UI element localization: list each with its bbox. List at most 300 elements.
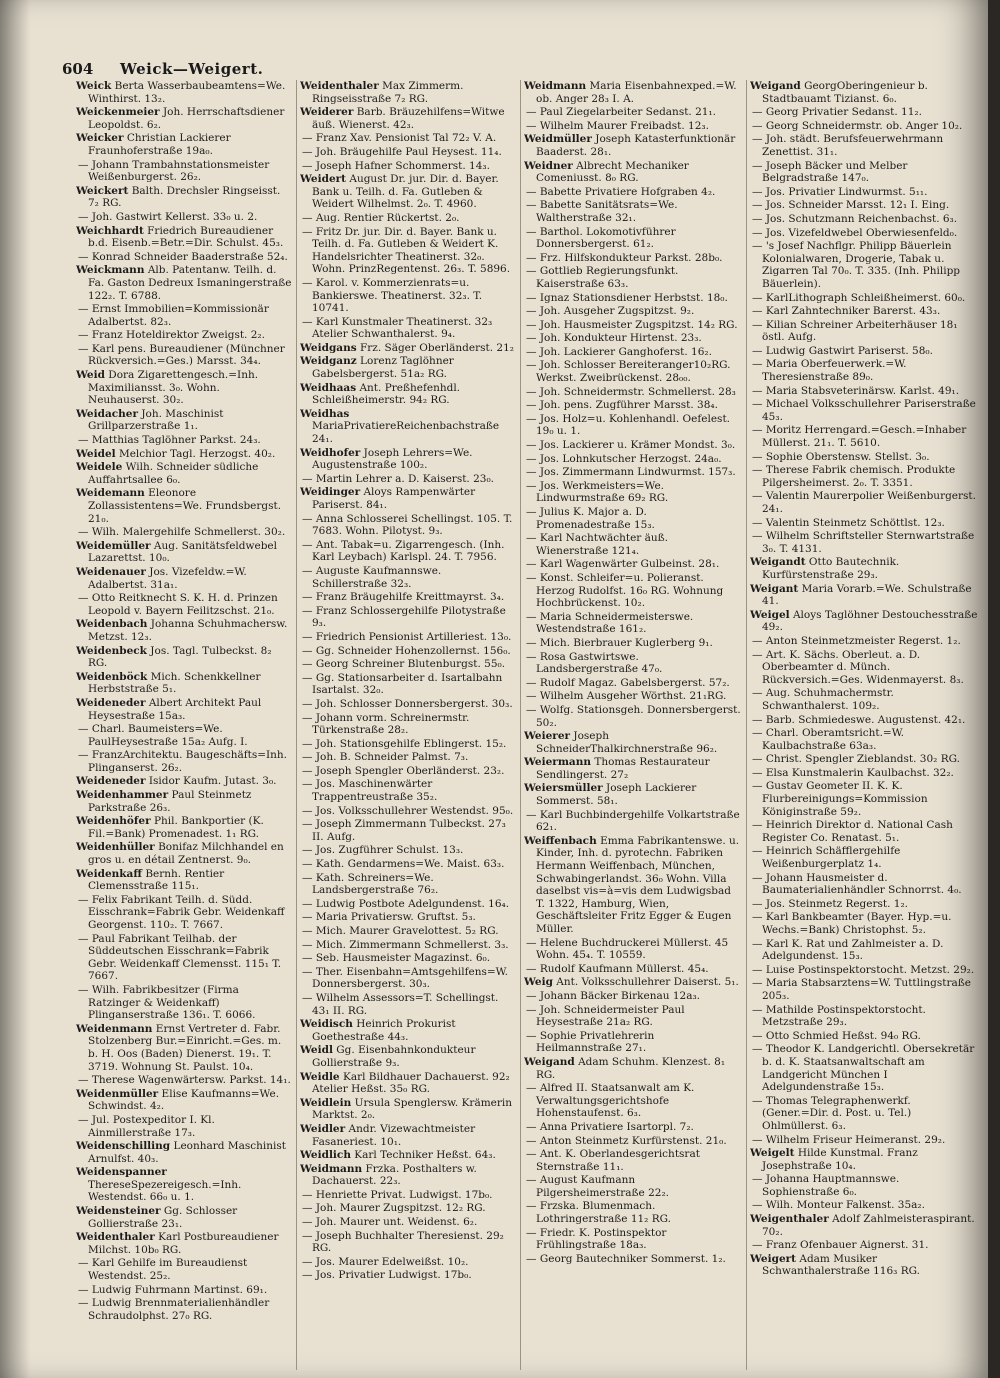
directory-entry <box>300 1256 518 1269</box>
directory-entry <box>76 789 294 814</box>
directory-entry <box>300 872 518 897</box>
entry-surname: Weidenspanner <box>76 1166 167 1179</box>
directory-entry <box>524 809 742 834</box>
entry-details: Berta Wasserbaubeamtens=We. Winthirst. 13₂. <box>88 80 286 105</box>
entry-surname: Weidlich <box>300 1149 351 1162</box>
entry-details: — Franz Xav. Pensionist Tal 72₂ V. A. <box>302 132 497 145</box>
entry-details: — Wilh. Malergehilfe Schmellerst. 30₂. <box>78 526 286 539</box>
entry-details: — Georg Privatier Sedanst. 11₂. <box>752 106 922 119</box>
directory-entry <box>76 132 294 157</box>
entry-details: August Dr. jur. Dir. d. Bayer. Bank u. Teilh. d. Fa. Gutleben & Weidert Wilhelmst. 2₀. T. 4960. <box>312 173 499 211</box>
directory-entry <box>300 277 518 315</box>
entry-details: — Maria Oberfeuerwerk.=W. Theresienstraße 89₀. <box>752 358 907 384</box>
entry-details: — Karl Bankbeamter (Bayer. Hyp.=u. Wechs.=Bank) Christophst. 5₂. <box>752 911 952 936</box>
directory-entry <box>750 727 980 752</box>
entry-details: — Joh. Schlosser Bereiteranger10₂RG. Werkst. Zweibrückenst. 28₀₀. <box>526 359 731 385</box>
entry-details: — Karl Nachtwächter äuß. Wienerstraße 121₄. <box>526 532 669 557</box>
directory-entry <box>76 933 294 983</box>
entry-details: Phil. Bankportier (K. Fil.=Bank) Promenadest. 1₁ RG. <box>88 815 264 840</box>
entry-details: — KarlLithograph Schleißheimerst. 60₀. <box>752 291 966 304</box>
directory-entry <box>76 984 294 1022</box>
directory-entry <box>524 346 742 359</box>
entry-details: — Anna Schlosserei Schellingst. 105. T. 7683. Wohn. Pilotyst. 9₃. <box>302 512 513 538</box>
entry-details: — Johann vorm. Schreinermstr. Türkenstraße 28₂. <box>302 711 470 737</box>
entry-details: — Joh. Stationsgehilfe Eblingerst. 15₂. <box>302 737 507 750</box>
entry-details: — Babette Privatiere Hofgraben 4₂. <box>526 185 716 198</box>
entry-details: Balth. Drechsler Ringseisst. 7₂ RG. <box>88 184 281 210</box>
directory-entry <box>300 591 518 604</box>
entry-surname: Weidenschilling <box>76 1140 171 1153</box>
directory-entry <box>524 80 742 105</box>
directory-entry <box>76 225 294 250</box>
directory-entry <box>300 1163 518 1188</box>
directory-entry <box>76 749 294 774</box>
entry-details: — Kath. Schreiners=We. Landsbergerstraße 76₂. <box>302 871 439 897</box>
entry-details: — Jos. Maurer Edelweißst. 10₂. <box>302 1255 469 1268</box>
entry-details: — 's Josef Nachflgr. Philipp Bäuerlein Kolonialwaren, Drogerie, Tabak u. Zigarren Tal 70₀. T. 335. (Inh. Philipp Bäuerlein). <box>752 240 961 290</box>
directory-entry <box>750 1030 980 1043</box>
directory-entry <box>76 1088 294 1113</box>
entry-details: — Joseph Bäcker und Melber Belgradstraße 147₀. <box>752 159 908 185</box>
directory-entry <box>524 976 742 989</box>
entry-surname: Weidmann <box>300 1162 363 1175</box>
entry-details: — Jos. Zimmermann Lindwurmst. 157₃. <box>526 466 736 479</box>
directory-entry <box>750 964 980 977</box>
entry-details: — Joh. Bräugehilfe Paul Heysest. 11₄. <box>302 145 502 158</box>
entry-surname: Weidle <box>300 1070 340 1083</box>
entry-details: Thomas Restaurateur Sendlingerst. 27₂ <box>536 756 710 781</box>
directory-entry <box>750 1239 980 1252</box>
directory-entry <box>300 939 518 952</box>
directory-entry <box>750 1134 980 1147</box>
directory-entry <box>76 80 294 105</box>
entry-details: — Art. K. Sächs. Oberleut. a. D. Oberbeamter d. Münch. Rückversich.=Ges. Widenmayerst. 8₃. <box>752 648 964 686</box>
directory-entry <box>300 473 518 486</box>
directory-entry <box>750 358 980 383</box>
entry-details: Albrecht Mechaniker Comeniusst. 8₀ RG. <box>536 159 689 185</box>
entry-details: — Konst. Schleifer=u. Polieranst. Herzog Rudolfst. 16₀ RG. Wohnung Hochbrückenst. 10₂. <box>526 571 724 610</box>
directory-entry <box>524 133 742 158</box>
directory-entry <box>524 651 742 676</box>
entry-details: — Ludwig Postbote Adelgundenst. 16₄. <box>302 897 510 910</box>
entry-details: — Karl pens. Bureaudiener (Münchner Rückversich.=Ges.) Marsst. 34₄. <box>78 342 285 368</box>
entry-details: Joh. Herrschaftsdiener Leopoldst. 6₂. <box>88 106 285 131</box>
entry-details: — Johann Hausmeister d. Baumaterialienhändler Schnorrst. 4₀. <box>752 871 962 897</box>
entry-details: — Christ. Spengler Zieblandst. 30₂ RG. <box>752 753 960 766</box>
entry-details: — Ant. Tabak=u. Zigarrengesch. (Inh. Karl Leybach) Karlspl. 24. T. 7956. <box>302 538 505 564</box>
directory-entry <box>300 408 518 446</box>
entry-details: — Gustav Geometer II. K. K. Flurbereinigungs=Kommission Königinstraße 59₂. <box>752 780 928 818</box>
directory-entry <box>750 649 980 687</box>
entry-details: Alb. Patentanw. Teilh. d. Fa. Gaston Dedreux Ismaningerstraße 122₂. T. 6788. <box>88 264 292 302</box>
directory-entry <box>524 756 742 781</box>
directory-entry <box>300 382 518 407</box>
entry-details: — Joh. Schneidermeister Paul Heysestraße 21a₂ RG. <box>526 1003 685 1029</box>
directory-entry <box>300 565 518 590</box>
entry-details: Maria Vorarb.=We. Schulstraße 41. <box>762 582 972 608</box>
directory-entry <box>524 399 742 412</box>
entry-details: — Ludwig Gastwirt Pariserst. 58₀. <box>752 344 933 357</box>
directory-entry <box>76 566 294 591</box>
entry-details: — August Kaufmann Pilgersheimerstraße 22₂. <box>526 1174 670 1199</box>
entry-details: — Joh. städt. Berufsfeuerwehrmann Zenettist. 31₁. <box>752 133 944 158</box>
entry-details: — Jos. Steinmetz Regerst. 1₂. <box>752 897 909 910</box>
directory-entry <box>76 697 294 722</box>
directory-entry <box>524 1121 742 1134</box>
entry-details: Karl Techniker Heßst. 64₃. <box>354 1149 496 1162</box>
directory-entry <box>524 305 742 318</box>
entry-details: — Joh. Schneidermstr. Schmellerst. 28₃ <box>526 385 736 398</box>
entry-surname: Weidenbeck <box>76 644 147 657</box>
directory-entry <box>76 1140 294 1165</box>
directory-entry <box>76 264 294 302</box>
directory-entry <box>524 677 742 690</box>
entry-details: — Joh. Gastwirt Kellerst. 33₀ u. 2. <box>78 210 258 223</box>
entry-details: Jos. Tagl. Tulbeckst. 8₂ RG. <box>88 644 272 670</box>
directory-entry <box>300 226 518 276</box>
directory-entry <box>76 618 294 643</box>
entry-details: — Luise Postinspektorstocht. Metzst. 29₂. <box>752 963 975 976</box>
entry-details: — Maria Privatiersw. Gruftst. 5₃. <box>302 911 476 924</box>
directory-entry <box>524 265 742 290</box>
directory-entry <box>524 319 742 332</box>
entry-surname: Weiffenbach <box>524 834 597 847</box>
entry-details: — Jos. Lackierer u. Krämer Mondst. 3₀. <box>526 439 736 452</box>
directory-entry <box>300 645 518 658</box>
entry-details: Dora Zigarettengesch.=Inh. Maximiliansst. 3₀. Wohn. Neuhauserst. 30₂. <box>88 369 259 407</box>
directory-entry <box>300 1269 518 1282</box>
directory-entry <box>300 858 518 871</box>
directory-entry <box>524 611 742 636</box>
entry-details: — Wilh. Fabrikbesitzer (Firma Ratzinger & Weidenkaff) Plinganserstraße 136₁. T. 6066. <box>78 983 256 1022</box>
entry-surname: Weid <box>76 369 105 382</box>
entry-details: Ursula Spenglersw. Krämerin Marktst. 2₀. <box>312 1096 513 1122</box>
entry-details: Joseph SchneiderThalkirchnerstraße 96₂. <box>536 730 718 755</box>
entry-details: Christian Lackierer Fraunhoferstraße 19a₀. <box>88 132 231 157</box>
directory-entry <box>524 292 742 305</box>
entry-details: — Ther. Eisenbahn=Amtsgehilfens=W. Donnersbergerst. 30₃. <box>302 965 508 991</box>
directory-entry <box>300 952 518 965</box>
entry-details: — Jos. Volksschullehrer Westendst. 95₀. <box>302 804 514 817</box>
entry-details: — Joh. B. Schneider Palmst. 7₃. <box>302 751 469 764</box>
entry-details: — Helene Buchdruckerei Müllerst. 45 Wohn. 45₄. T. 10559. <box>526 936 729 962</box>
directory-entry <box>76 540 294 565</box>
directory-entry <box>76 185 294 210</box>
directory-entry <box>750 1147 980 1172</box>
entry-details: Joseph Lehrers=We. Augustenstraße 100₂. <box>312 446 473 472</box>
entry-details: — Gg. Stationsarbeiter d. Isartalbahn Isartalst. 32₀. <box>302 671 503 697</box>
entry-details: — Franz Hoteldirektor Zweigst. 2₂. <box>78 329 265 342</box>
directory-entry <box>300 539 518 564</box>
entry-details: — Joseph Buchhalter Theresienst. 29₂ RG. <box>302 1229 504 1255</box>
entry-surname: Weigand <box>524 1055 575 1068</box>
directory-entry <box>750 240 980 290</box>
entry-details: — Kilian Schreiner Arbeiterhäuser 18₁ östl. Aufg. <box>752 318 958 344</box>
directory-entry <box>750 345 980 358</box>
directory-entry <box>300 658 518 671</box>
entry-surname: Weidmann <box>524 80 587 92</box>
directory-entry <box>524 835 742 936</box>
directory-entry <box>76 841 294 866</box>
directory-entry <box>750 819 980 844</box>
entry-details: — Valentin Maurerpolier Weißenburgerst. 24₁. <box>752 490 976 515</box>
directory-entry <box>524 1056 742 1081</box>
directory-entry <box>76 1205 294 1230</box>
directory-entry <box>750 133 980 158</box>
directory-entry <box>76 1231 294 1256</box>
entry-details: Lorenz Taglöhner Gabelsbergerst. 51a₂ RG. <box>312 355 454 381</box>
entry-details: — Jos. Vizefeldwebel Oberwiesenfeld₀. <box>752 226 958 239</box>
directory-entry <box>76 894 294 932</box>
entry-details: — Joh. pens. Zugführer Marsst. 38₄. <box>526 399 718 412</box>
entry-details: — Rudolf Kaufmann Müllerst. 45₄. <box>526 962 709 975</box>
entry-details: — Wilhelm Maurer Freibadst. 12₃. <box>526 119 709 132</box>
directory-entry <box>524 782 742 807</box>
entry-details: — Karl Gehilfe im Bureaudienst Westendst. 25₂. <box>78 1257 248 1283</box>
directory-entry <box>750 517 980 530</box>
entry-surname: Weidenthaler <box>300 80 379 92</box>
directory-entry <box>300 106 518 131</box>
entry-details: — Joseph Hafner Schommerst. 14₃. <box>302 159 490 172</box>
directory-entry <box>76 775 294 788</box>
entry-details: — Fritz Dr. jur. Dir. d. Bayer. Bank u. Teilh. d. Fa. Gutleben & Weidert K. Handelsrichter Theatinerst. 32₀. Wohn. PrinzRegentenst. 26₃. T. 5896. <box>302 225 511 276</box>
directory-entry <box>300 631 518 644</box>
directory-entry <box>524 332 742 345</box>
entry-surname: Weidganz <box>300 355 357 368</box>
entry-surname: Weichhardt <box>76 224 144 237</box>
entry-details: — Jos. Privatier Ludwigst. 17b₀. <box>302 1269 472 1282</box>
directory-entry <box>524 413 742 438</box>
directory-entry <box>300 212 518 225</box>
directory-entry <box>750 490 980 515</box>
directory-entry <box>300 1230 518 1255</box>
directory-entry <box>750 1095 980 1133</box>
directory-entry <box>76 461 294 486</box>
directory-entry <box>750 80 980 105</box>
directory-entry <box>524 637 742 650</box>
directory-entry <box>76 211 294 224</box>
directory-entry <box>76 526 294 539</box>
entry-surname: Weick <box>76 80 112 92</box>
directory-entry <box>300 778 518 803</box>
entry-surname: Weidenmann <box>76 1022 153 1035</box>
entry-details: Paul Steinmetz Parkstraße 26₃. <box>88 789 252 814</box>
directory-entry <box>750 977 980 1002</box>
entry-surname: Weidenkaff <box>76 867 142 880</box>
entry-details: Frzka. Posthalters w. Dachauerst. 22₃. <box>312 1162 477 1188</box>
entry-details: — Paul Ziegelarbeiter Sedanst. 21₁. <box>526 106 717 119</box>
entry-details: — Joseph Spengler Oberländerst. 23₂. <box>302 764 505 777</box>
directory-entry <box>300 173 518 211</box>
entry-details: Ernst Vertreter d. Fabr. Stolzenberg Bur.=Einricht.=Ges. m. b. H. Oos (Baden) Dienerst. 19₁. T. 3719. Wohnung St. Paulst. 10₄. <box>88 1022 282 1073</box>
entry-details: — Paul Fabrikant Teilhab. der Süddeutschen Eisschrank=Fabrik Gebr. Weidenkaff Clemensst. 115₁ T. 7667. <box>78 932 282 983</box>
page-gutter-shadow <box>0 0 30 1378</box>
entry-details: Hilde Kunstmal. Franz Josephstraße 10₄. <box>762 1147 918 1172</box>
entry-details: Maria Eisenbahnexped.=W. ob. Anger 28₃ I. A. <box>536 80 737 105</box>
directory-entry <box>524 1030 742 1055</box>
directory-entry <box>300 1123 518 1148</box>
directory-entry <box>300 765 518 778</box>
entry-details: — Ludwig Fuhrmann Martinst. 69₁. <box>78 1283 268 1296</box>
directory-entry <box>300 1189 518 1202</box>
directory-entry <box>524 1148 742 1173</box>
directory-entry <box>76 343 294 368</box>
directory-entry <box>300 751 518 764</box>
entry-details: Leonhard Maschinist Arnulfst. 40₃. <box>88 1140 286 1165</box>
entry-surname: Weicker <box>76 132 124 145</box>
directory-entry <box>300 818 518 843</box>
entry-details: — Charl. Oberamtsricht.=W. Kaulbachstraße 63a₃. <box>752 727 905 752</box>
entry-details: — Karl Zahntechniker Barerst. 43₃. <box>752 305 941 318</box>
entry-details: — Jul. Postexpeditor I. Kl. Ainmillerstraße 17₃. <box>78 1113 215 1139</box>
entry-surname: Weickenmeier <box>76 106 160 119</box>
directory-entry <box>750 635 980 648</box>
directory-entry <box>300 1044 518 1069</box>
entry-surname: Weidemüller <box>76 539 151 552</box>
entry-details: — Ernst Immobilien=Kommissionär Adalbertst. 82₃. <box>78 303 269 328</box>
directory-entry <box>524 106 742 119</box>
directory-entry <box>300 146 518 159</box>
directory-entry <box>750 451 980 464</box>
entry-details: Mich. Schenkkellner Herbststraße 5₁. <box>88 670 261 696</box>
entry-details: Gg. Schlosser Gollierstraße 23₁. <box>88 1205 238 1230</box>
directory-entry <box>300 1097 518 1122</box>
directory-entry <box>300 513 518 538</box>
entry-surname: Weig <box>524 976 553 989</box>
directory-entry <box>76 723 294 748</box>
entry-surname: Weigert <box>750 1252 797 1265</box>
entry-details: — Auguste Kaufmannswe. Schillerstraße 32₃. <box>302 564 442 590</box>
directory-entry <box>76 1257 294 1282</box>
entry-details: — Joh. Hausmeister Zugspitzst. 14₂ RG. <box>526 318 738 331</box>
entry-details: — Gg. Schneider Hohenzollernst. 156₀. <box>302 644 511 657</box>
entry-details: — Anna Privatiere Isartorpl. 7₂. <box>526 1120 694 1133</box>
directory-entry <box>750 1253 980 1278</box>
entry-details: — Joh. Lackierer Ganghoferst. 16₂. <box>526 345 712 358</box>
entry-details: Eleonore Zollassistentens=We. Frundsbergst. 21₀. <box>88 487 282 525</box>
entry-surname: Weidenhüller <box>76 841 155 854</box>
directory-entry <box>300 712 518 737</box>
entry-details: — Matthias Taglöhner Parkst. 24₃. <box>78 434 261 447</box>
entry-details: — FranzArchitektu. Baugeschäfts=Inh. Plinganserst. 26₂. <box>78 749 288 774</box>
entry-details: MariaPrivatiereReichenbachstraße 24₁. <box>312 420 500 446</box>
entry-surname: Weidacher <box>76 407 138 420</box>
directory-entry <box>524 1253 742 1266</box>
entry-details: — Wolfg. Stationsgeh. Donnersbergerst. 50₂. <box>526 703 741 729</box>
entry-details: — Ignaz Stationsdiener Herbstst. 18₀. <box>526 291 728 304</box>
directory-entry <box>524 453 742 466</box>
entry-details: Adam Musiker Schwanthalerstraße 116₃ RG. <box>762 1252 920 1278</box>
entry-details: — Otto Schmied Heßst. 94₀ RG. <box>752 1029 921 1042</box>
directory-entry <box>76 369 294 407</box>
entry-details: — Babette Sanitätsrats=We. Waltherstraße 32₁. <box>526 199 678 224</box>
entry-details: Albert Architekt Paul Heysestraße 15a₃. <box>88 696 262 722</box>
directory-entry <box>300 966 518 991</box>
entry-details: — Barb. Schmiedeswe. Augustenst. 42₁. <box>752 713 966 726</box>
directory-entry <box>524 226 742 251</box>
entry-details: — Michael Volksschullehrer Pariserstraße 45₃. <box>752 398 976 423</box>
directory-entry <box>750 464 980 489</box>
entry-details: Gg. Eisenbahnkondukteur Gollierstraße 9₃. <box>312 1044 476 1069</box>
entry-surname: Weickmann <box>76 264 145 277</box>
entry-details: Bonifaz Milchhandel en gros u. en détail Zentnerst. 9₀. <box>88 841 284 867</box>
entry-details: — Jos. Lohnkutscher Herzogst. 24a₀. <box>526 452 722 465</box>
entry-details: Isidor Kaufm. Jutast. 3₀. <box>148 775 277 788</box>
directory-entry <box>750 385 980 398</box>
entry-details: Joseph Lackierer Sommerst. 58₁. <box>536 782 697 808</box>
directory-entry <box>300 844 518 857</box>
entry-details: Aloys Rampenwärter Pariserst. 84₁. <box>312 486 476 511</box>
directory-entry <box>76 434 294 447</box>
entry-details: — Aug. Rentier Rückertst. 2₀. <box>302 211 460 224</box>
directory-entry <box>524 572 742 610</box>
directory-entry <box>750 1043 980 1093</box>
entry-details: — Maria Stabsarztens=W. Tuttlingstraße 205₃. <box>752 977 971 1002</box>
entry-surname: Weigand <box>750 80 801 92</box>
entry-details: Andr. Vizewachtmeister Fasaneriest. 10₁. <box>312 1122 476 1148</box>
directory-entry <box>300 1071 518 1096</box>
directory-entry <box>300 698 518 711</box>
directory-entry <box>300 447 518 472</box>
directory-entry <box>524 990 742 1003</box>
directory-entry <box>76 487 294 525</box>
directory-entry <box>300 1018 518 1043</box>
directory-entry <box>76 1074 294 1087</box>
entry-details: — Mathilde Postinspektorstocht. Metzstraße 29₃. <box>752 1003 926 1029</box>
entry-details: — Joh. Maurer unt. Weidenst. 6₂. <box>302 1216 478 1229</box>
directory-entry <box>750 160 980 185</box>
directory-entry <box>750 305 980 318</box>
directory-entry <box>300 911 518 924</box>
entry-details: — Ludwig Brennmaterialienhändler Schraudolphst. 27₀ RG. <box>78 1297 270 1322</box>
directory-entry <box>750 753 980 766</box>
entry-details: — Heinrich Schäfflergehilfe Weißenburgerplatz 1₄. <box>752 845 901 871</box>
entry-details: — Friedr. K. Postinspektor Frühlingstraße 18a₃. <box>526 1226 667 1252</box>
directory-entry <box>76 592 294 617</box>
directory-entry <box>750 556 980 581</box>
entry-details: — Joh. Kondukteur Hirtenst. 23₃. <box>526 332 702 345</box>
entry-details: — Frz. Hilfskondukteur Parkst. 28b₀. <box>526 251 723 264</box>
entry-details: — Barthol. Lokomotivführer Donnersbergerst. 61₂. <box>526 225 676 251</box>
entry-surname: Weigelt <box>750 1147 795 1160</box>
entry-surname: Weidner <box>524 159 573 172</box>
entry-surname: Weidenauer <box>76 565 146 578</box>
directory-entry <box>750 1173 980 1198</box>
entry-details: Adam Schuhm. Klenzest. 8₁ RG. <box>536 1055 726 1081</box>
entry-details: — Johann Bäcker Birkenau 12a₃. <box>526 989 701 1002</box>
entry-details: — Mich. Zimmermann Schmellerst. 3₃. <box>302 938 509 951</box>
entry-surname: Weideneder <box>76 696 146 709</box>
entry-details: — Aug. Schuhmachermstr. Schwanthalerst. 109₂. <box>752 687 894 712</box>
entry-details: Bernh. Rentier Clemensstraße 115₁. <box>88 867 225 893</box>
entry-details: — Therese Fabrik chemisch. Produkte Pilgersheimerst. 2₀. T. 3351. <box>752 464 956 489</box>
entry-surname: Weidenbach <box>76 618 148 631</box>
entry-details: Frz. Säger Oberländerst. 21₂ <box>359 341 514 354</box>
entry-details: Ant. Preßhefenhdl. Schleißheimerstr. 94₂ RG. <box>312 381 461 407</box>
entry-surname: Weidenhammer <box>76 789 169 802</box>
directory-entry <box>750 398 980 423</box>
entry-details: Friedrich Bureaudiener b.d. Eisenb.=Betr.=Dir. Schulst. 45₃. <box>88 224 284 250</box>
directory-entry <box>524 1082 742 1120</box>
entry-surname: Weidert <box>300 173 347 186</box>
entry-surname: Weidenthaler <box>76 1231 155 1244</box>
directory-entry <box>524 937 742 962</box>
directory-entry <box>300 898 518 911</box>
directory-entry <box>76 329 294 342</box>
entry-details: — Georg Bautechniker Sommerst. 1₂. <box>526 1252 726 1265</box>
entry-details: — Joh. Ausgeher Zugspitzst. 9₂. <box>526 305 695 318</box>
running-head: Weick—Weigert. <box>120 60 264 78</box>
